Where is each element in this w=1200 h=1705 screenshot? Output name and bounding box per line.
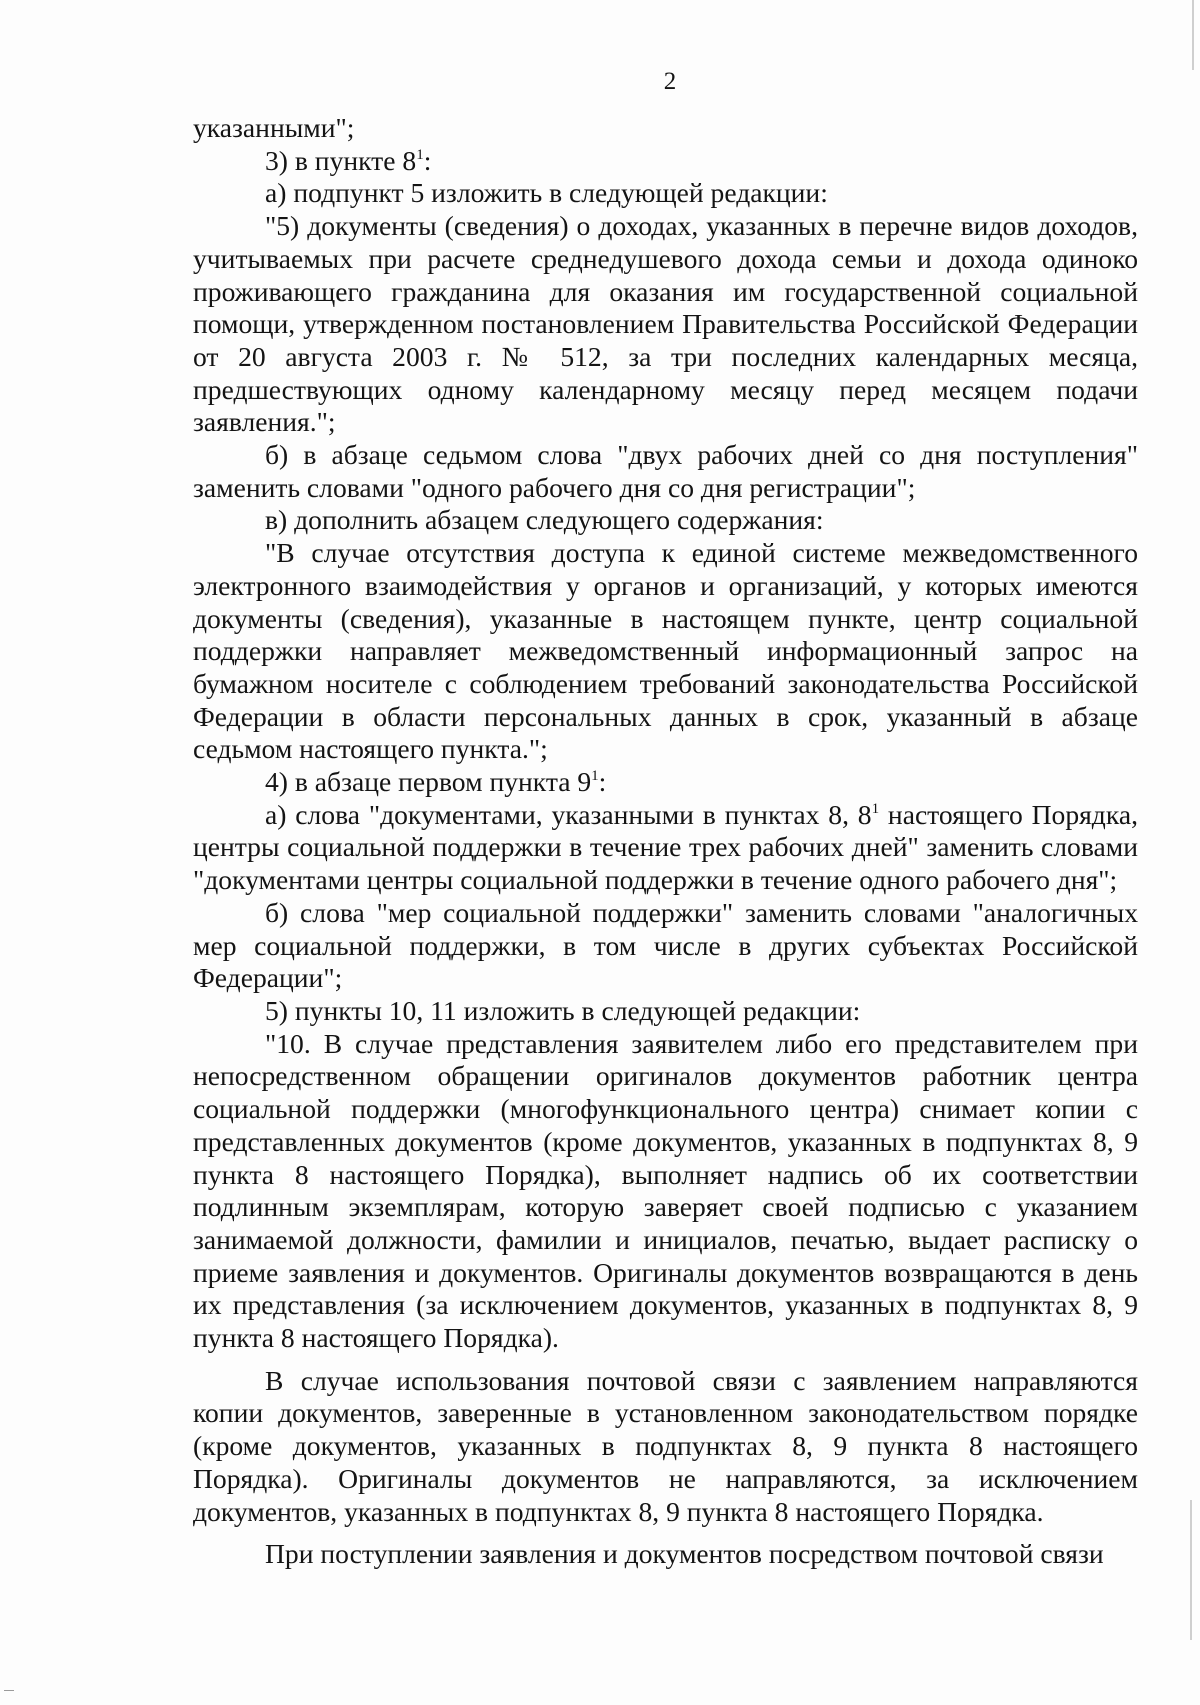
paragraph: "В случае отсутствия доступа к единой системе межведомственного электронного взаимодействия у органов и организаций, у которых имеются документы (сведения), указанные в настоящем пункте, центр социальной поддержки направляет межведомственный информационный запрос на бумажном носителе с соблюдением требований законодательства Российской Федерации в области персональных данных в срок, указанный в абзаце седьмом настоящего пункта."; [193,537,1138,765]
paragraph: б) слова "мер социальной поддержки" заменить словами "аналогичных мер социальной поддержки, в том числе в других субъектах Российской Федерации"; [193,896,1138,994]
superscript: 1 [871,800,880,817]
paragraph: 3) в пункте $8^1$: [265,144,432,176]
superscript: 1 [591,768,599,785]
paragraph: в) дополнить абзацем следующего содержания: [265,504,824,536]
superscript: 1 [416,146,424,163]
scan-edge-mark [1192,0,1194,70]
paragraph: б) в абзаце седьмом слова "двух рабочих дней со дня поступления" заменить словами "одного рабочего дня со дня регистрации"; [193,439,1138,503]
paragraph: а) слова "документами, указанными в пунктах 8, $8^1$ настоящего Порядка, центры социальной поддержки в течение трех рабочих дней" заменить словами "документами центры социальной поддержки в течение одного рабочего дня"; [193,798,1138,896]
page-number: 2 [663,68,677,95]
paragraph: "10. В случае представления заявителем либо его представителем при непосредственном обращении оригиналов документов работник центра социальной поддержки (многофункционального центра) снимает копии с представленных документов (кроме документов, указанных в подпунктах 8, 9 пункта 8 настоящего Порядка), выполняет надпись об их соответствии подлинным экземплярам, которую заверяет своей подписью с указанием занимаемой должности, фамилии и инициалов, печатью, выдает расписку о приеме заявления и документов. Оригиналы документов возвращаются в день их представления (за исключением документов, указанных в подпунктах 8, 9 пункта 8 настоящего Порядка). [193,1027,1138,1354]
document-body [193,112,1138,1571]
paragraph: В случае использования почтовой связи с заявлением направляются копии документов, заверенные в установленном законодательством порядке (кроме документов, указанных в подпунктах 8, 9 пункта 8 настоящего Порядка). Оригиналы документов не направляются, за исключением документов, указанных в подпунктах 8, 9 пункта 8 настоящего Порядка. [193,1364,1138,1527]
paragraph: 4) в абзаце первом пункта $9^1$: [265,766,607,798]
scan-edge-mark [1190,1500,1192,1640]
scan-edge-dash [4,1690,14,1691]
paragraph: а) подпункт 5 изложить в следующей редакции: [265,177,828,209]
paragraph: указанными"; [193,112,355,143]
paragraph: "5) документы (сведения) о доходах, указанных в перечне видов доходов, учитываемых при расчете среднедушевого дохода семьи и дохода одиноко проживающего гражданина для оказания им государственной социальной помощи, утвержденном постановлением Правительства Российской Федерации от 20 августа 2003 г. № 512, за три последних календарных месяца, предшествующих одному календарному месяцу перед месяцем подачи заявления."; [193,210,1138,438]
paragraph: 5) пункты 10, 11 изложить в следующей редакции: [265,994,861,1026]
paragraph: При поступлении заявления и документов посредством почтовой связи [265,1538,1104,1570]
